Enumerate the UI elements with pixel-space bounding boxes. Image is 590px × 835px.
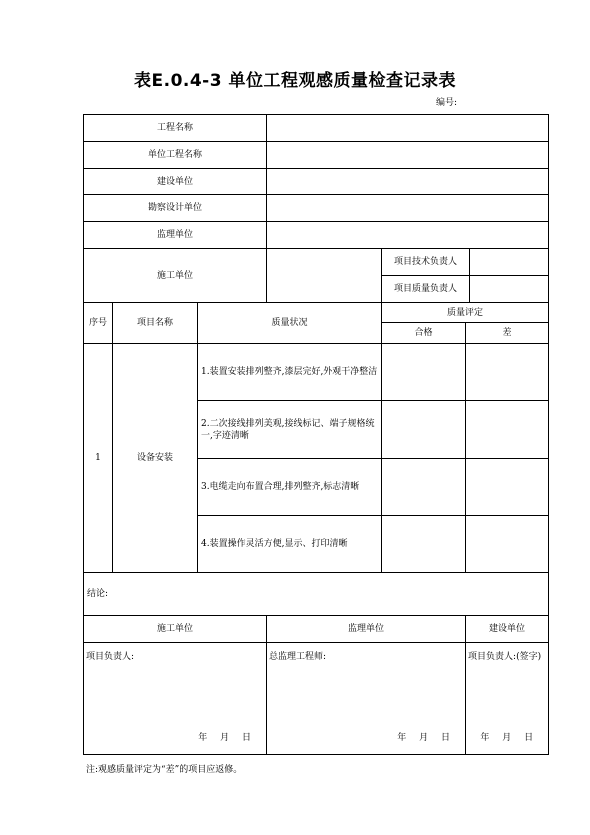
seq-cell: 1 [84,344,113,573]
conclusion-field[interactable] [84,573,549,616]
unit-project-name-field[interactable] [267,142,549,169]
survey-design-unit-label: 勘察设计单位 [84,195,267,222]
contractor-date-label: 年 月 日 [198,733,253,743]
signoff-owner-header: 建设单位 [466,616,549,643]
form-title: 表E.0.4-3 单位工程观感质量检查记录表 [134,71,456,91]
poor-header: 差 [466,323,549,344]
quality-lead-label: 项目质量负责人 [382,276,470,303]
footnote: 注:观感质量评定为“差”的项目应返修。 [86,765,243,775]
contractor-unit-label: 施工单位 [84,249,267,303]
quality-lead-field[interactable] [470,276,549,303]
signoff-supervisor-header: 监理单位 [267,616,466,643]
check-2-poor-cell[interactable] [466,401,549,459]
check-3-poor-cell[interactable] [466,459,549,516]
tech-lead-label: 项目技术负责人 [382,249,470,276]
unit-project-name-label: 单位工程名称 [84,142,267,169]
check-4-pass-cell[interactable] [382,516,466,573]
check-4-poor-cell[interactable] [466,516,549,573]
check-3-pass-cell[interactable] [382,459,466,516]
owner-date-label: 年 月 日 [480,733,535,743]
check-item-2: 2.二次接线排列美观,接线标记、端子规格统一,字迹清晰 [198,401,382,459]
supervisor-date-label: 年 月 日 [397,733,452,743]
contractor-unit-field[interactable] [267,249,382,303]
quality-status-header: 质量状况 [198,303,382,344]
check-item-1: 1.装置安装排列整齐,漆层完好,外观干净整洁 [198,344,382,401]
owner-signer-label: 项目负责人:(签字) [468,652,542,662]
signoff-owner-cell[interactable] [466,643,549,755]
check-2-pass-cell[interactable] [382,401,466,459]
construction-unit-label: 建设单位 [84,169,267,195]
signoff-contractor-header: 施工单位 [84,616,267,643]
signoff-supervisor-cell[interactable] [267,643,466,755]
contractor-signer-label: 项目负责人: [86,652,135,662]
serial-number-label: 编号: [436,98,458,108]
quality-eval-header: 质量评定 [382,303,549,323]
survey-design-unit-field[interactable] [267,195,549,222]
conclusion-label: 结论: [87,589,109,599]
item-name-cell: 设备安装 [113,344,198,573]
project-name-field[interactable] [267,115,549,142]
supervision-unit-label: 监理单位 [84,222,267,249]
item-name-header: 项目名称 [113,303,198,344]
check-1-poor-cell[interactable] [466,344,549,401]
construction-unit-field[interactable] [267,169,549,195]
supervisor-signer-label: 总监理工程师: [269,652,327,662]
tech-lead-field[interactable] [470,249,549,276]
pass-header: 合格 [382,323,466,344]
signoff-contractor-cell[interactable] [84,643,267,755]
project-name-label: 工程名称 [84,115,267,142]
seq-header: 序号 [84,303,113,344]
inspection-record-table [83,114,549,755]
check-item-3: 3.电缆走向布置合理,排列整齐,标志清晰 [198,459,382,516]
supervision-unit-field[interactable] [267,222,549,249]
check-item-4: 4.装置操作灵活方便,显示、打印清晰 [198,516,382,573]
check-1-pass-cell[interactable] [382,344,466,401]
